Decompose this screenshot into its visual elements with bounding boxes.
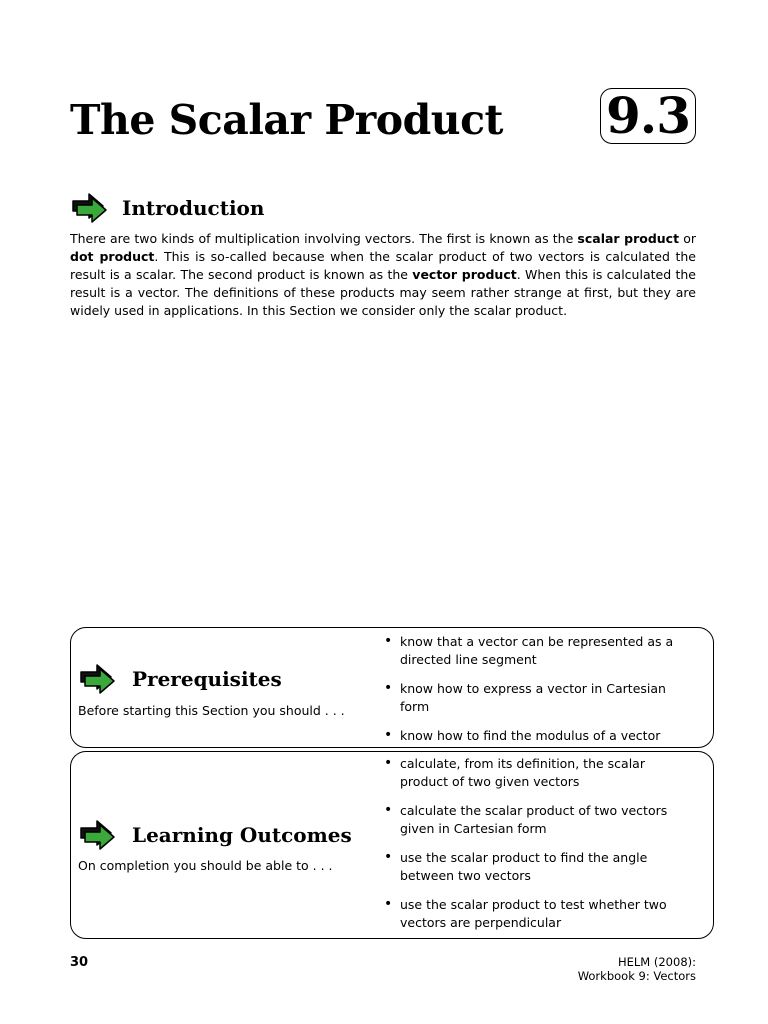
- page-number: 30: [70, 955, 89, 970]
- green-arrow-icon: [70, 191, 108, 225]
- intro-text-run: or: [679, 231, 697, 246]
- list-item: • know how to express a vector in Cartesian form: [384, 680, 684, 715]
- green-arrow-icon: [78, 818, 116, 852]
- prerequisites-heading: Prerequisites: [132, 667, 282, 691]
- green-arrow-icon: [78, 662, 116, 696]
- learning-outcomes-subtext: On completion you should be able to . . .: [78, 858, 333, 873]
- footer-line-1: HELM (2008):: [617, 955, 696, 969]
- introduction-text: [70, 230, 696, 320]
- prerequisites-list: [384, 633, 684, 745]
- intro-text-run: . This is so-called because when the scalar product of two vectors is calculated the result is a scalar. The second product is known as the: [70, 249, 696, 282]
- introduction-heading: Introduction: [122, 196, 265, 220]
- bold-term: scalar product: [577, 231, 680, 246]
- list-item: • use the scalar product to find the angle between two vectors: [384, 849, 684, 884]
- learning-outcomes-list: [384, 755, 684, 931]
- list-item: • know how to find the modulus of a vector: [384, 727, 684, 745]
- footer-line-2: Workbook 9: Vectors: [577, 969, 696, 983]
- list-item: • know that a vector can be represented as a directed line segment: [384, 633, 684, 668]
- bold-term: vector product: [412, 267, 517, 282]
- list-item: • calculate, from its definition, the scalar product of two given vectors: [384, 755, 684, 790]
- section-number-badge: 9.3: [600, 88, 696, 144]
- page-title: The Scalar Product: [70, 96, 503, 144]
- learning-outcomes-heading: Learning Outcomes: [132, 823, 352, 847]
- prerequisites-subtext: Before starting this Section you should . . .: [78, 703, 345, 718]
- list-item: • use the scalar product to test whether two vectors are perpendicular: [384, 896, 684, 931]
- list-item: • calculate the scalar product of two vectors given in Cartesian form: [384, 802, 684, 837]
- intro-text-run: . When this is calculated the result is a vector. The definitions of these products may seem rather strange at first, but they are widely used in applications. In this Section we consider only the scalar product.: [70, 267, 696, 318]
- intro-text-run: There are two kinds of multiplication involving vectors. The first is known as the: [70, 231, 578, 246]
- footer-reference: [578, 955, 696, 983]
- bold-term: dot product: [70, 249, 155, 264]
